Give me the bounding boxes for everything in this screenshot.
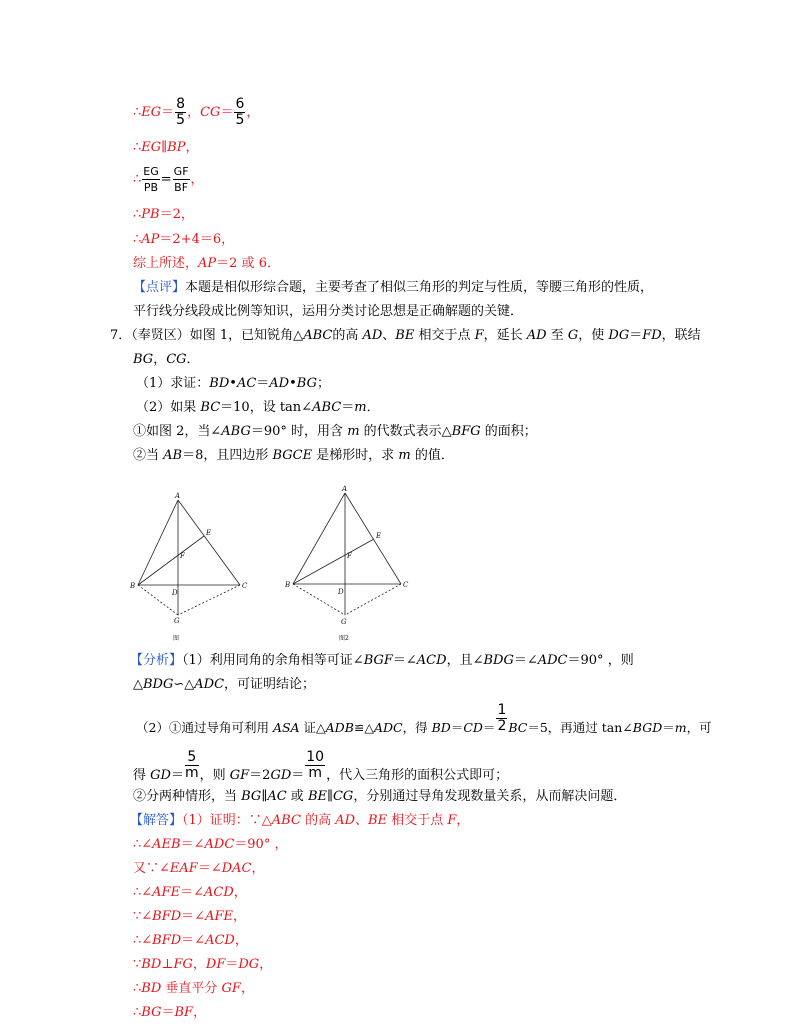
fraction-five-over-m: $\frac{5}{m}$ [184, 749, 199, 781]
fig1-label-e: E [206, 529, 212, 537]
fig1-label-a: A [175, 492, 181, 500]
fig2-label-g: G [341, 618, 347, 626]
problem-7-part-1: （1）求证：BD•AC＝AD•BG； [136, 376, 330, 391]
fraction-one-half: $\frac{1}{2}$ [497, 702, 507, 734]
analysis-line-1: 【分析】（1）利用同角的余角相等可证∠BGF＝∠ACD，且∠BDG＝∠ADC＝90° ，则 [130, 653, 634, 668]
figure-1-svg [128, 490, 258, 645]
fig2-label-e: E [376, 532, 382, 540]
solution-line-6: ∴∠BFD＝∠ACD， [133, 933, 248, 948]
fig1-label-d: D [172, 589, 178, 597]
fraction-gf-bf: $\frac{GF}{BF}$ [173, 165, 189, 194]
fig1-label-f: F [180, 552, 185, 560]
fraction-ten-over-m: $\frac{10}{m}$ [306, 749, 325, 781]
fig1-caption: 图 [173, 635, 180, 642]
solution-line-eg-cg: ∴EG＝ $\frac{8}{5}$ ，CG＝ $\frac{6}{5}$ ， [133, 96, 260, 128]
solution-line-1: 【解答】（1）证明：∵△ABC 的高 AD、BE 相交于点 F， [130, 813, 470, 828]
solution-line-pb: ∴PB＝2， [133, 207, 194, 222]
fig2-label-c: C [403, 581, 409, 589]
figure-2 [283, 483, 413, 645]
fig2-label-a: A [342, 485, 348, 493]
solution-line-3: 又∵∠EAF＝∠DAC， [133, 861, 265, 876]
figure-1 [128, 490, 258, 645]
review-tag: 【点评】 [133, 280, 186, 295]
solution-line-proportion: ∴ $\frac{EG}{PB}$ = $\frac{GF}{BF}$ ， [133, 165, 204, 194]
fig1-label-b: B [130, 582, 136, 590]
solution-line-7: ∵BD⊥FG，DF＝DG， [133, 957, 273, 972]
fraction-eg-pb: $\frac{EG}{PB}$ [143, 165, 159, 194]
solution-line-summary: 综上所述，AP＝2 或 6． [133, 256, 280, 271]
fig1-label-c: C [242, 582, 248, 590]
solution-line-8: ∴BD 垂直平分 GF， [133, 981, 254, 996]
fig2-label-f: F [347, 552, 352, 560]
fraction-eg: $\frac{8}{5}$ [176, 96, 186, 128]
review-line-2: 平行线分线段成比例等知识，运用分类讨论思想是正确解题的关键． [133, 304, 524, 319]
solution-line-9: ∴BG＝BF， [133, 1005, 207, 1020]
fig1-label-g: G [174, 617, 180, 625]
fig2-label-d: D [338, 588, 344, 596]
fraction-cg: $\frac{6}{5}$ [235, 96, 245, 128]
solution-line-parallel: ∴EG∥BP， [133, 140, 199, 155]
therefore-symbol: ∴ [133, 105, 142, 120]
solution-tag: 【解答】 [130, 813, 183, 828]
problem-7-part-2b: ②当 AB＝8，且四边形 BGCE 是梯形时，求 m 的值． [133, 448, 454, 463]
solution-line-4: ∴∠AFE＝∠ACD， [133, 885, 247, 900]
figure-2-svg [283, 483, 413, 645]
analysis-line-5: ②分两种情形，当 BG∥AC 或 BE∥CG，分别通过导角发现数量关系，从而解决问题． [133, 789, 627, 804]
problem-7-part-2a: ①如图 2，当∠ABG＝90° 时，用含 m 的代数式表示△BFG 的面积； [133, 424, 537, 439]
review-line-1: 【点评】本题是相似形综合题，主要考查了相似三角形的判定与性质，等腰三角形的性质， [133, 280, 654, 295]
analysis-line-3: （2）①通过导角可利用 ASA 证△ADB≌△ADC，得 BD＝CD＝ $\frac{1}{2}$ BC＝5，再通过 tan∠BGD＝m，可 [136, 702, 712, 735]
problem-7-part-2: （2）如果 BC＝10，设 tan∠ABC＝m． [136, 400, 380, 415]
problem-number: 7． [110, 328, 132, 343]
analysis-tag: 【分析】 [130, 653, 183, 668]
problem-7-statement-cont: BG，CG． [133, 352, 200, 367]
solution-line-2: ∴∠AEB＝∠ADC＝90° ， [133, 837, 288, 852]
solution-line-ap: ∴AP＝2+4＝6， [133, 232, 235, 247]
analysis-line-4: 得 GD＝ $\frac{5}{m}$ ，则 GF＝2GD＝ $\frac{10}{m}$ ，代入三角形的面积公式即可； [133, 749, 509, 783]
analysis-line-2: △BDG∽△ADC，可证明结论； [133, 677, 316, 692]
problem-7-statement: 7．（奉贤区）如图 1，已知锐角△ABC的高 AD、BE 相交于点 F，延长 AD 至 G，使 DG＝FD，联结 [110, 328, 701, 343]
fig2-label-b: B [285, 581, 291, 589]
fig2-caption: 图2 [339, 635, 349, 642]
solution-line-5: ∵∠BFD＝∠AFE， [133, 909, 246, 924]
